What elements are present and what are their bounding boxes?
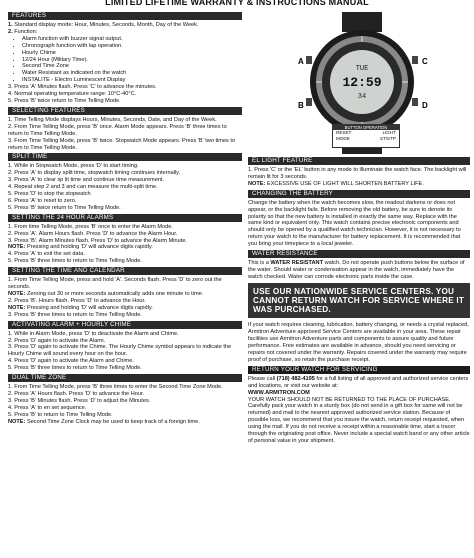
split-item: 1. While in Stopwatch Mode, press 'D' to start timing. [8,163,139,170]
mode-label: MODE [336,136,350,141]
dual-item: 4. Press 'A' to en set sequence. [8,404,87,411]
timecal-note: NOTE: Pressing and holding 'D' will advance digits rapidly. [8,304,153,311]
alarm-item: 1. From time Telling Mode, press 'B' once to enter the Alarm Mode. [8,223,173,230]
chime-section [8,331,242,372]
features-item-4: 4. Normal operating temperature range: 10°C-40°C. [8,91,137,98]
page-title: LIMITED LIFETIME WARRANTY & INSTRUCTIONS MANUAL [105,0,369,7]
service-section [248,322,470,363]
dual-item: 1. From Time Telling Mode, press 'B' three times to enter the Second Time Zone Mode. [8,384,223,391]
alarm-item: 3. Press 'B'. Alarm Minutes flash. Press 'D' to advance the Alarm Minute. [8,237,187,244]
timecal-note: NOTE: Zeroing out 30 or more seconds automatically adds one minute to time. [8,291,204,297]
service-text: If your watch requires cleaning, lubrication, battery changing, or needs a crystal replaced, Armitron Adventure approved Service Centers are available in your area. These repair facilities use Armitron Adventure parts and components to assure quality and future performance. Free estimates are available in advance, should you need servicing or repairs not covered under the warranty. Repairs covered under the warranty may require proof of purchase, so retain the purchase receipt. [248,322,469,363]
alarm-item: 5. Press 'B' three times to return to Time Telling Mode. [8,258,142,265]
section-header-split: SPLIT TIME [8,153,242,161]
section-header-chime: ACTIVATING ALARM + HOURLY CHIME [8,321,242,329]
features-section [8,22,242,105]
water-section [248,260,470,281]
dual-item: 2. Press 'A' Hours flash. Press 'D' to advance the Hour. [8,390,145,397]
battery-section [248,200,470,248]
split-item: 4. Repeat step 2 and 3 and can measure the multi-split time. [8,184,158,191]
return-text: YOUR WATCH SHOULD NOT BE RETURNED TO THE PLACE OF PURCHASE. Carefully pack your watch in a sturdy box (do not send in a gift box for same will not be returned) and mail to the nearest approved authorized service station. Because of possible loss, we recommend that you insure the watch, return receipt requested, when using the mail. If you do not receive a receipt within a reasonable time, start a tracer through the originating post office. Never include a special watch band or any other article of personal value in your shipment. [248,396,470,444]
label-d: D [422,101,428,110]
split-section [8,163,242,211]
section-header-dual-time: DUAL TIME ZONE [8,374,242,382]
features-item-1: 1. Standard display mode: Hour, Minutes, Seconds, Month, Day of the Week. [8,22,199,28]
section-header-24h-alarms: SETTING THE 24 HOUR ALARMS [8,214,242,222]
function-item: • Water Resistant as indicated on the watch [22,70,242,77]
stst-label: ST/STP [379,136,396,141]
selecting-item: 2. From Time Telling Mode, press 'B' once. Alarm Mode appears. Press 'B' three times to return to Time Telling Mode. [8,123,227,137]
battery-text: Change the battery when the watch becomes slow, the readout darkens or does not appear, or the backlight fails. Before removing the old battery, be sure to denote its polarity so that the new battery is installed in exactly the same way. Replace with the same kind or equivalent only. This watch contains precise electronic components and should only be opened by a qualified watch technician. However, it is not necessary to return your watch to the manufacturer for battery replacement. It is recommended that you bring your timepiece to a local jeweler. [248,199,461,248]
function-item: • Hourly Chime [22,50,242,57]
timecal-section [8,277,242,318]
alarm-item: 4. Press 'A' to exit the set data. [8,251,85,258]
chime-item: 5. Press 'B' three times to return to Time Telling Mode. [8,365,142,372]
alarm-note: NOTE: Pressing and holding 'D' will advance digits rapidly. [8,244,153,251]
section-header-water: WATER RESISTANCE [248,250,470,258]
split-item: 5. Press 'B' twice return to Time Telling Mode. [8,204,121,211]
watch-display-seconds: 34 [357,93,367,101]
features-item-5: 5. Press 'B' twice return to Time Telling Mode. [8,97,121,104]
button-operation-panel [332,124,400,148]
function-list [8,36,242,84]
button-panel-title: BUTTON OPERATION [333,125,399,130]
selecting-section [8,117,242,152]
timecal-item: 3. Press 'B' three times to return to Time Telling Mode. [8,311,142,318]
chime-item: 3. Press 'D' again to activate the Chime. The Hourly Chime symbol appears to indicate the Hourly Chime will sound every hour on the hour. [8,344,232,358]
section-header-battery: CHANGING THE BATTERY [248,190,470,198]
section-header-time-calendar: SETTING THE TIME AND CALENDAR [8,267,242,275]
return-call: Please call (718) 482-4195 for a full listing of all approved and authorized service centers and locations, or visit our website at: [248,375,469,389]
function-item: • INSTALITE - Electro Luminescent Display [22,77,242,84]
watch-display-time: 12:59 [342,75,382,90]
selecting-item: 1. Time Telling Mode displays Hours, Minutes, Seconds, Date, and Day of the Week. [8,116,217,123]
chime-item: 1. While in Alarm Mode, press 'D' to deactivate the Alarm and Chime. [8,330,179,337]
chime-item: 4. Press 'D' again to activate the Alarm and Chime. [8,358,134,365]
split-item: 2. Press 'A' to display split time, stopwatch timing continues internally. [8,170,181,177]
dual-section [8,384,242,425]
label-c: C [422,57,428,66]
left-column [8,12,242,428]
split-item: 5. Press 'D' to stop the stopwatch [8,191,91,198]
dual-note: NOTE: Second Time Zone Clock may be used to keep track of a foreign time. [8,418,200,425]
el-text: 1. Press 'C' or the 'EL' button in any mode to illuminate the watch face. The backlight will remain lit for 3 seconds. [248,167,467,180]
watch-display-day: TUE [355,65,369,73]
split-item: 3. Press 'A' to clear sp lit time and continue time measurement. [8,177,165,184]
selecting-item: 3. From Time Telling Mode, press 'B' twice. Stopwatch Mode appears. Press 'B' two times to return to Time Telling Mode. [8,137,236,151]
service-banner: USE OUR NATIONWIDE SERVICE CENTERS. YOU CANNOT RETURN WATCH FOR SERVICE WHERE IT WAS PURCHASED. [248,283,470,319]
timecal-item: 1. From Time Telling Mode, press and hold 'A'. Seconds flash. Press 'D' to zero out the seconds. [8,277,222,291]
website-link[interactable]: WWW.ARMITRON.COM [248,389,310,396]
features-item-2: 2. Function: [8,28,38,35]
function-item: • Alarm function with buzzer signal output. [22,36,242,43]
function-item: • Second Time Zone [22,63,242,70]
label-b: B [298,101,304,110]
dual-item: 5. Press 'B' to return to Time Telling Mode. [8,411,113,418]
chime-item: 2. Press 'D' again to activate the Alarm. [8,337,106,344]
dual-item: 3. Press 'B' Minutes flash. Press 'D' to adjust the Minutes. [8,397,151,404]
timecal-item: 2. Press 'B'. Hours flash. Press 'D' to advance the Hour. [8,297,146,304]
alarms24-section [8,224,242,265]
function-item: • 12/24 Hour (Military Time). [22,57,242,64]
section-header-return: RETURN YOUR WATCH FOR SERVICING [248,366,470,374]
features-item-3: 3. Press 'A' Minutes flash. Press 'C' to advance the minutes. [8,84,157,91]
function-item: • Chronograph function with lap operation. [22,43,242,50]
el-section [248,167,470,188]
right-column [248,157,470,447]
alarm-item: 2. Press 'A'. Alarm Hours flash. Press 'D' to advance the Alarm Hour. [8,230,178,237]
section-header-selecting: SELECTING FEATURES [8,107,242,115]
water-text: This is a WATER RESISTANT watch. Do not operate push buttons below the surface of the water. Should water or condensation appear in the watch, immediately have the watch checked. Water can corrode electronic parts inside the case. [248,260,465,280]
el-note: NOTE: EXCESSIVE USE OF LIGHT WILL SHORTEN BATTERY LIFE. [248,180,424,187]
section-header-features: FEATURES [8,12,242,20]
split-item: 6. Press 'A' to reset to zero. [8,197,77,204]
reset-label: RESET [336,130,352,135]
return-section [248,376,470,445]
phone-number: (718) 482-4195 [276,375,315,382]
light-label: LIGHT [382,130,396,135]
section-header-el-light: EL LIGHT FEATURE [248,157,470,165]
label-a: A [298,57,304,66]
